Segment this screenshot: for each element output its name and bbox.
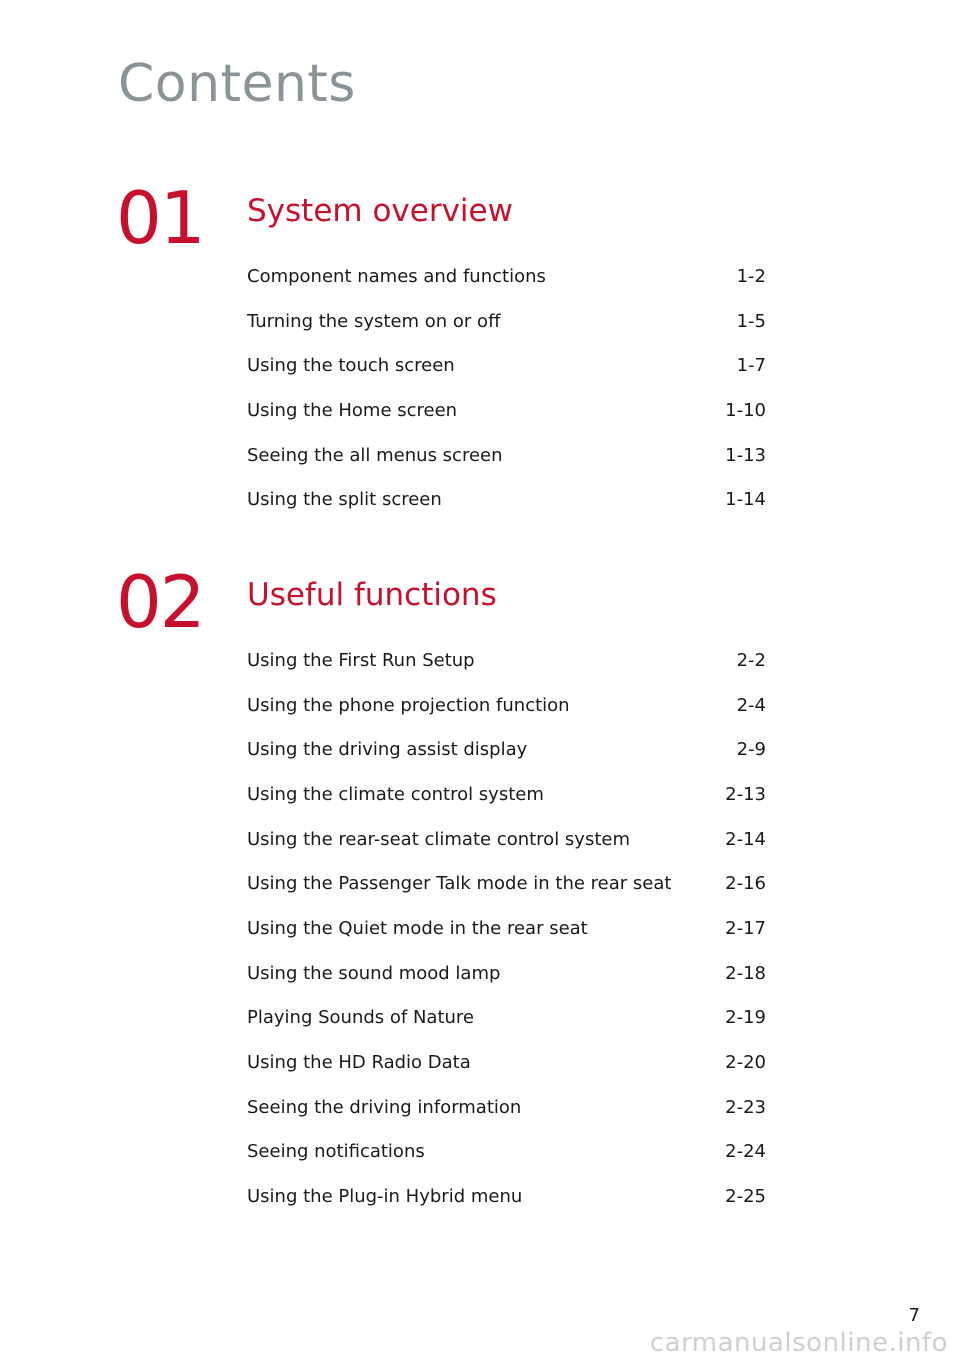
toc-list <box>247 254 766 522</box>
toc-entry[interactable] <box>247 683 766 728</box>
toc-entry[interactable] <box>247 1040 766 1085</box>
toc-entry-label: Using the Plug-in Hybrid menu <box>247 1186 523 1208</box>
toc-entry[interactable] <box>247 477 766 522</box>
chapter-title: Useful functions <box>247 577 497 613</box>
toc-entry-page: 1-10 <box>725 399 766 421</box>
toc-entry-page: 2-19 <box>725 1007 766 1029</box>
toc-entry-page: 1-5 <box>736 310 766 332</box>
toc-entry-label: Playing Sounds of Nature <box>247 1007 474 1029</box>
toc-entry-label: Using the sound mood lamp <box>247 962 501 984</box>
toc-entry-page: 2-13 <box>725 783 766 805</box>
toc-entry-label: Using the Home screen <box>247 399 458 421</box>
toc-entry-label: Using the Quiet mode in the rear seat <box>247 917 588 939</box>
toc-entry[interactable] <box>247 254 766 299</box>
toc-entry-page: 2-23 <box>725 1096 766 1118</box>
toc-entry-page: 2-20 <box>725 1052 766 1074</box>
page-title: Contents <box>118 54 356 114</box>
toc-entry-page: 1-2 <box>736 265 766 287</box>
toc-entry[interactable] <box>247 299 766 344</box>
toc-entry[interactable] <box>247 638 766 683</box>
watermark: carmanualsonline.info <box>649 1328 948 1358</box>
toc-entry-label: Using the split screen <box>247 489 442 511</box>
toc-entry[interactable] <box>247 343 766 388</box>
toc-entry-label: Using the HD Radio Data <box>247 1052 471 1074</box>
toc-entry[interactable] <box>247 1174 766 1219</box>
toc-entry-page: 2-9 <box>736 739 766 761</box>
toc-entry[interactable] <box>247 951 766 996</box>
toc-entry[interactable] <box>247 861 766 906</box>
toc-entry-page: 1-7 <box>736 355 766 377</box>
toc-entry[interactable] <box>247 772 766 817</box>
toc-entry-page: 1-14 <box>725 489 766 511</box>
toc-entry[interactable] <box>247 1085 766 1130</box>
toc-entry[interactable] <box>247 388 766 433</box>
page-number: 7 <box>908 1305 920 1326</box>
toc-entry-label: Using the driving assist display <box>247 739 528 761</box>
toc-entry-page: 2-2 <box>736 649 766 671</box>
toc-entry-page: 2-17 <box>725 917 766 939</box>
toc-entry[interactable] <box>247 727 766 772</box>
toc-entry-label: Using the phone projection function <box>247 694 570 716</box>
chapter-number: 02 <box>116 560 204 644</box>
toc-entry[interactable] <box>247 433 766 478</box>
toc-entry-page: 2-14 <box>725 828 766 850</box>
chapter-number: 01 <box>116 176 204 260</box>
toc-entry[interactable] <box>247 996 766 1041</box>
toc-list <box>247 638 766 1219</box>
toc-entry-label: Seeing the driving information <box>247 1096 522 1118</box>
toc-entry-label: Turning the system on or off <box>247 310 501 332</box>
toc-entry-label: Using the rear-seat climate control system <box>247 828 630 850</box>
toc-entry-label: Component names and functions <box>247 265 546 287</box>
toc-entry-label: Using the climate control system <box>247 783 544 805</box>
toc-entry-page: 2-4 <box>736 694 766 716</box>
toc-entry-page: 2-16 <box>725 873 766 895</box>
toc-entry-label: Seeing notifications <box>247 1141 425 1163</box>
toc-entry-page: 2-18 <box>725 962 766 984</box>
toc-entry[interactable] <box>247 1130 766 1175</box>
toc-entry[interactable] <box>247 817 766 862</box>
toc-entry-page: 2-24 <box>725 1141 766 1163</box>
chapter-title: System overview <box>247 193 513 229</box>
toc-entry[interactable] <box>247 906 766 951</box>
toc-entry-label: Using the touch screen <box>247 355 455 377</box>
toc-entry-label: Seeing the all menus screen <box>247 444 503 466</box>
toc-entry-label: Using the Passenger Talk mode in the rear seat <box>247 873 672 895</box>
toc-entry-label: Using the First Run Setup <box>247 649 475 671</box>
toc-entry-page: 1-13 <box>725 444 766 466</box>
toc-entry-page: 2-25 <box>725 1186 766 1208</box>
